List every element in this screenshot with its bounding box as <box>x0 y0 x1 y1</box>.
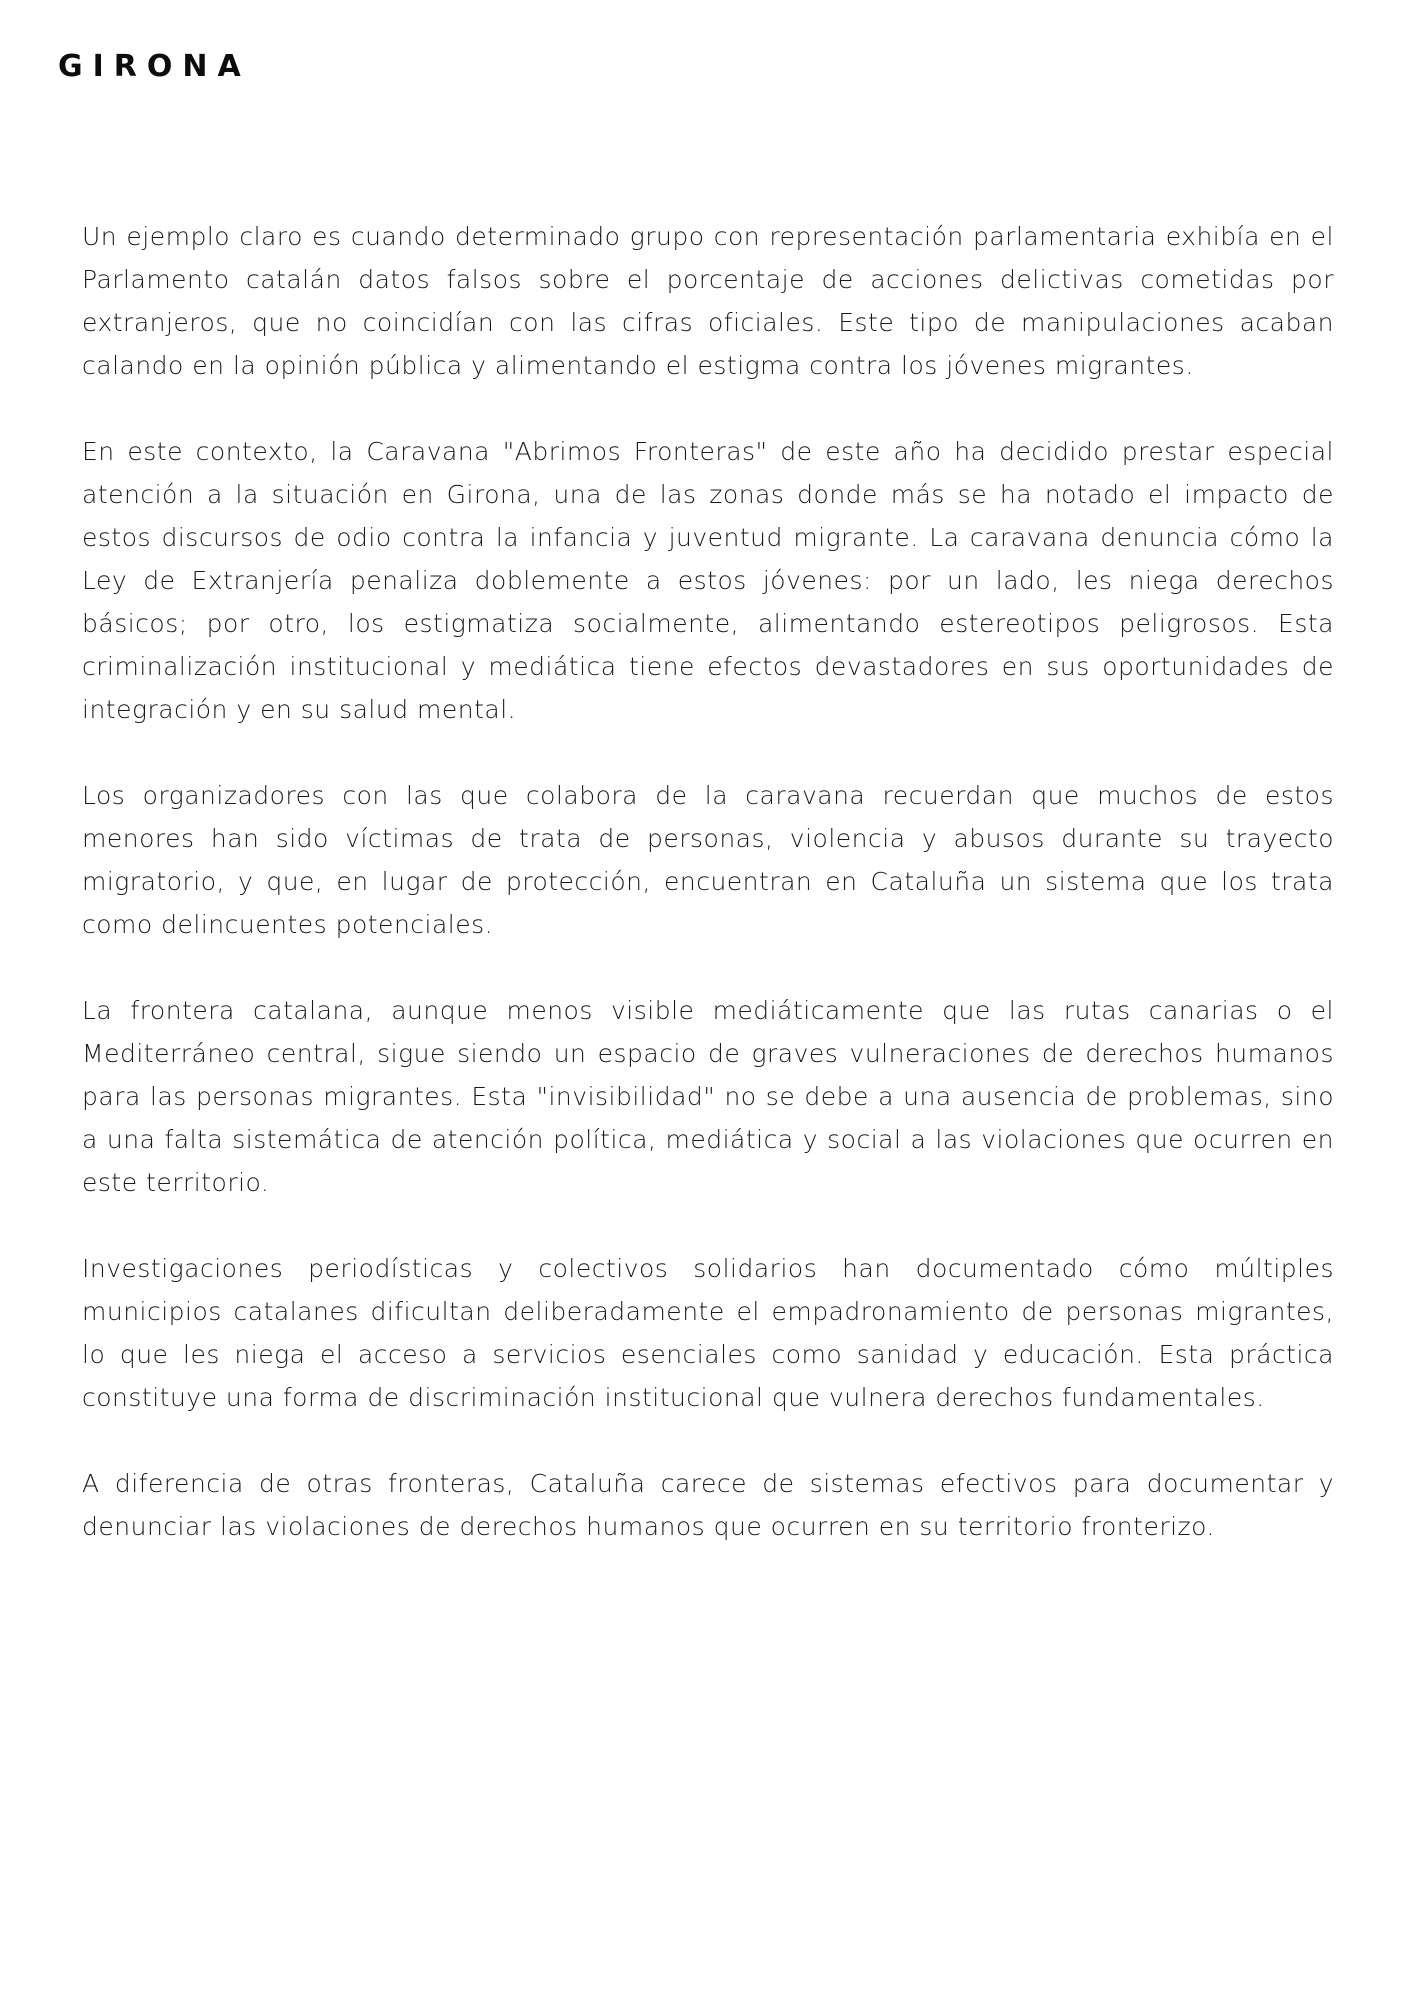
paragraph-2: En este contexto, la Caravana "Abrimos Fronteras" de este año ha decidido prestar especial atención a la situación en Girona, una de las zonas donde más se ha notado el impacto de estos discursos de odio contra la infancia y juventud migrante. La caravana denuncia cómo la Ley de Extranjería penaliza doblemente a estos jóvenes: por un lado, les niega derechos básicos; por otro, los estigmatiza socialmente, alimentando estereotipos peligrosos. Esta criminalización institucional y mediática tiene efectos devastadores en sus oportunidades de integración y en su salud mental. <box>82 437 1334 724</box>
page-title: GIRONA <box>58 49 251 84</box>
paragraph-6: A diferencia de otras fronteras, Cataluña carece de sistemas efectivos para documentar y denunciar las violaciones de derechos humanos que ocurren en su territorio fronterizo. <box>82 1469 1334 1541</box>
article-body <box>82 215 1334 1591</box>
paragraph-4: La frontera catalana, aunque menos visible mediáticamente que las rutas canarias o el Mediterráneo central, sigue siendo un espacio de graves vulneraciones de derechos humanos para las personas migrantes. Esta "invisibilidad" no se debe a una ausencia de problemas, sino a una falta sistemática de atención política, mediática y social a las violaciones que ocurren en este territorio. <box>82 996 1334 1197</box>
paragraph-3: Los organizadores con las que colabora de la caravana recuerdan que muchos de estos menores han sido víctimas de trata de personas, violencia y abusos durante su trayecto migratorio, y que, en lugar de protección, encuentran en Cataluña un sistema que los trata como delincuentes potenciales. <box>82 781 1334 939</box>
paragraph-1: Un ejemplo claro es cuando determinado grupo con representación parlamentaria exhibía en el Parlamento catalán datos falsos sobre el porcentaje de acciones delictivas cometidas por extranjeros, que no coincidían con las cifras oficiales. Este tipo de manipulaciones acaban calando en la opinión pública y alimentando el estigma contra los jóvenes migrantes. <box>82 222 1334 380</box>
paragraph-5: Investigaciones periodísticas y colectivos solidarios han documentado cómo múltiples municipios catalanes dificultan deliberadamente el empadronamiento de personas migrantes, lo que les niega el acceso a servicios esenciales como sanidad y educación. Esta práctica constituye una forma de discriminación institucional que vulnera derechos fundamentales. <box>82 1254 1334 1412</box>
